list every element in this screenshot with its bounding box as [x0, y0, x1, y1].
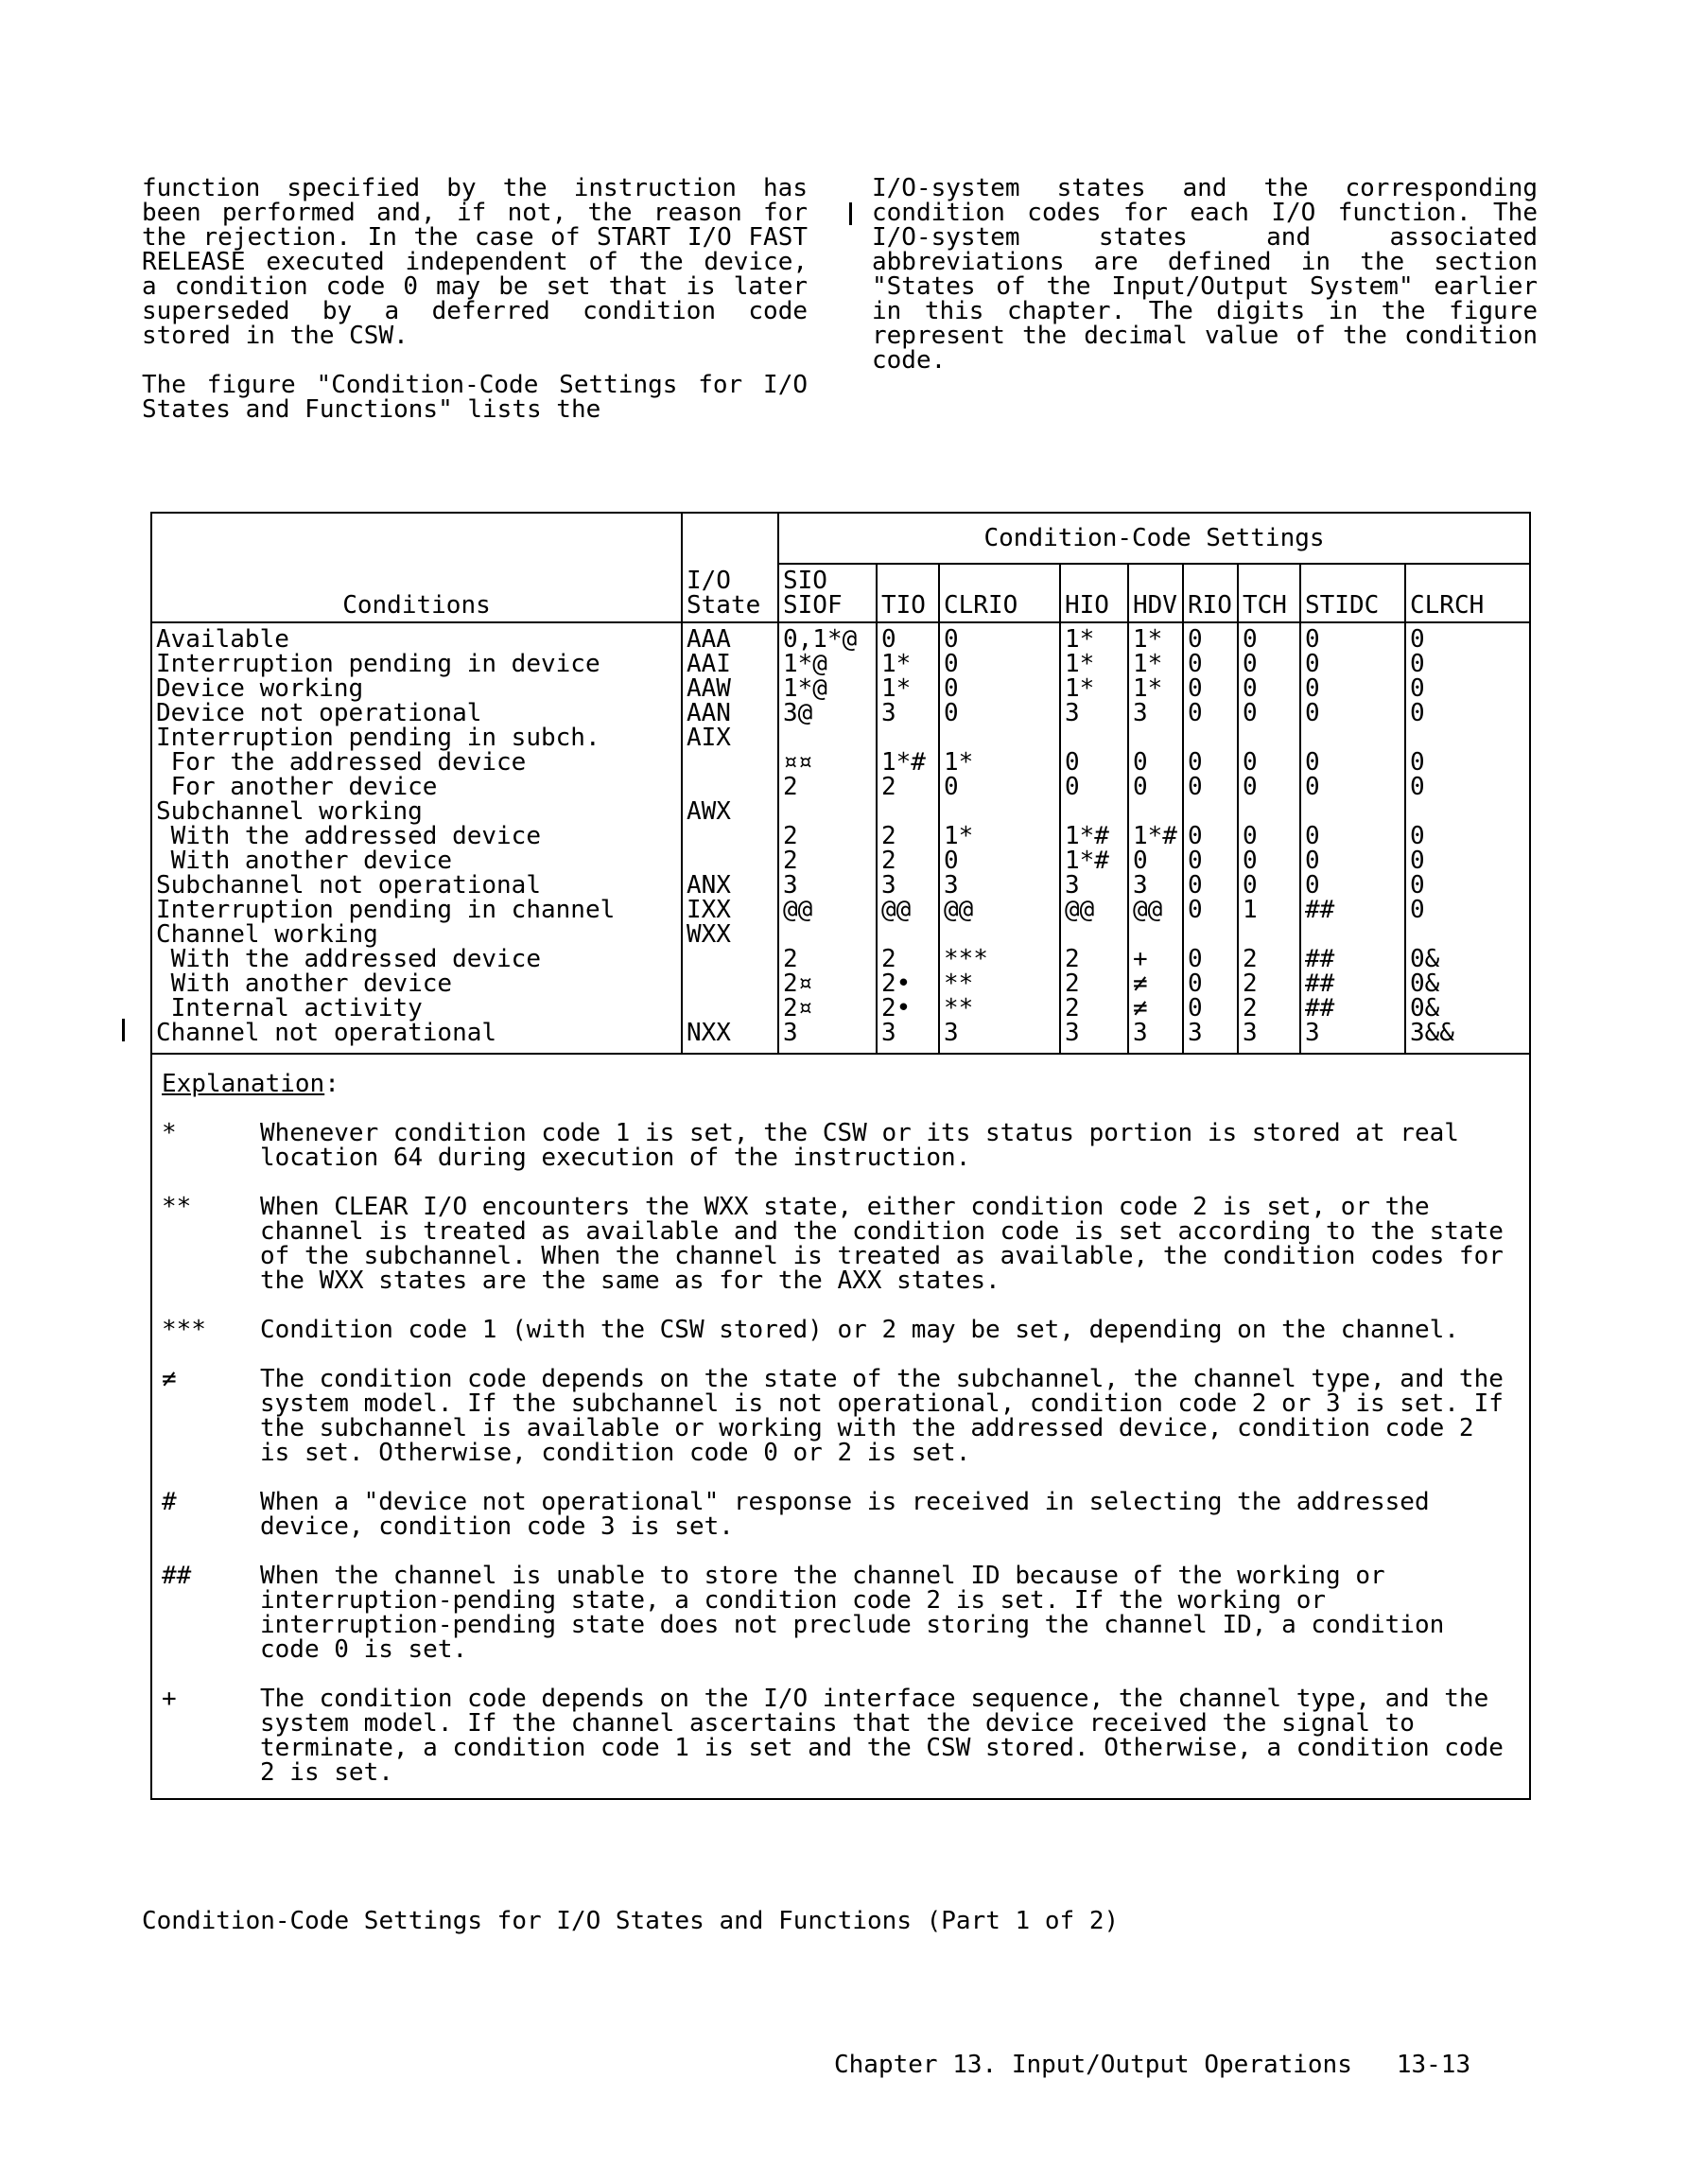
state-code: AAN [687, 699, 731, 727]
state-code: IXX [687, 896, 731, 924]
function-header: CLRCH [1405, 564, 1530, 622]
state-code: NXX [687, 1019, 731, 1047]
state-code: AWX [687, 797, 731, 826]
condition-code-value: 0 [1133, 847, 1148, 875]
condition-code-value: 2 [783, 773, 798, 801]
note-text: When CLEAR I/O encounters the WXX state, either condition code 2 is set, or the channel is treated as available and the condition code is set according to the state of the subchannel. When the channel is treated as available, the condition codes for the WXX states are the same as for the AXX states. [260, 1193, 1504, 1295]
condition-code-value [881, 922, 934, 947]
condition-code-value [1133, 799, 1178, 824]
condition-code-value: 0 [1305, 847, 1320, 875]
revision-bar [122, 1019, 125, 1041]
condition-code-value: 3@ [783, 699, 813, 727]
condition-code-value: 2 [783, 847, 798, 875]
condition-code-value: 3&& [1410, 1019, 1454, 1047]
condition-code-value: 0 [1243, 748, 1258, 777]
condition-code-value: 3 [1305, 1019, 1320, 1047]
condition-code-value: 0 [944, 650, 959, 678]
figure-caption: Condition-Code Settings for I/O States and Functions (Part 1 of 2) [142, 1907, 1120, 1935]
condition-code-value: 1* [1065, 625, 1095, 654]
state-code [687, 775, 774, 799]
condition-code-value: 0 [1133, 748, 1148, 777]
condition-code-value: 1*@ [783, 650, 827, 678]
explanation-note [162, 1195, 1518, 1293]
note-symbol: ** [162, 1193, 192, 1221]
condition-code-value: 0 [1243, 699, 1258, 727]
condition-code-value: 0 [1410, 896, 1425, 924]
function-header: TIO [877, 564, 939, 622]
condition-code-value: 2 [1243, 994, 1258, 1022]
condition-label: Available [156, 625, 289, 654]
condition-code-value: 1*# [881, 748, 926, 777]
condition-code-value: 0& [1410, 970, 1440, 998]
condition-code-value: 0 [1410, 748, 1425, 777]
condition-code-value: 0 [881, 625, 896, 654]
condition-code-value: ** [944, 970, 974, 998]
condition-code-value: 0 [1065, 773, 1080, 801]
condition-label: With the addressed device [156, 945, 541, 973]
condition-code-value: 1* [1133, 674, 1163, 703]
page-footer [834, 2053, 1470, 2077]
condition-code-value: ¤¤ [783, 748, 813, 777]
function-values-column [939, 622, 1060, 1054]
condition-code-value: ## [1305, 896, 1335, 924]
condition-label: Device working [156, 674, 364, 703]
condition-code-value: 0 [1133, 773, 1148, 801]
condition-code-value: 0 [1188, 970, 1203, 998]
condition-code-value [1188, 922, 1233, 947]
condition-code-value [1133, 725, 1178, 750]
condition-code-value: 0 [944, 699, 959, 727]
condition-code-value: 2 [1065, 945, 1080, 973]
condition-code-value: @@ [1133, 896, 1163, 924]
function-values-column [1300, 622, 1405, 1054]
condition-code-value: 3 [1133, 1019, 1148, 1047]
note-text: Condition code 1 (with the CSW stored) or 2 may be set, depending on the channel. [260, 1316, 1459, 1344]
state-code [687, 750, 774, 775]
condition-label: Device not operational [156, 699, 482, 727]
condition-code-value [944, 922, 1055, 947]
condition-code-value: 0 [1305, 871, 1320, 900]
condition-code-value: ## [1305, 970, 1335, 998]
state-header: I/O State [682, 513, 778, 622]
condition-label: With the addressed device [156, 822, 541, 850]
condition-code-value: 0 [944, 847, 959, 875]
condition-code-value [1065, 725, 1123, 750]
condition-code-value [1243, 799, 1296, 824]
condition-code-value: 0 [1188, 871, 1203, 900]
function-header: RIO [1183, 564, 1238, 622]
condition-code-value: @@ [783, 896, 813, 924]
explanation-colon: : [324, 1070, 339, 1098]
explanation-note [162, 1367, 1518, 1465]
explanation-section [151, 1054, 1530, 1799]
condition-code-value: 1* [1133, 625, 1163, 654]
condition-code-table [150, 512, 1531, 1800]
condition-code-value: 3 [783, 871, 798, 900]
state-code: WXX [687, 920, 731, 949]
paragraph: I/O-system states and the corresponding condition codes for each I/O function. The I/O-system states and associated abbreviations are defined in the section "States of the Input/Output System" earlier in this chapter. The digits in the figure represent the decimal value of the condition code. [872, 174, 1553, 375]
paragraph: function specified by the instruction has been performed and, if not, the reason for the rejection. In the case of START I/O FAST RELEASE executed independent of the device, a condition code 0 may be set that is later superseded by a deferred condition code stored in the CSW. [142, 174, 823, 350]
condition-code-value: 0 [1305, 773, 1320, 801]
condition-code-value: 0 [1188, 945, 1203, 973]
condition-code-value: 0 [1243, 822, 1258, 850]
state-code [687, 848, 774, 873]
function-values-column [1128, 622, 1183, 1054]
function-header: HDV [1128, 564, 1183, 622]
state-code [687, 947, 774, 971]
state-code: ANX [687, 871, 731, 900]
condition-code-value: 2• [881, 970, 912, 998]
function-values-column [1183, 622, 1238, 1054]
note-symbol: *** [162, 1316, 206, 1344]
condition-code-value: 3 [944, 1019, 959, 1047]
condition-label: With another device [156, 970, 453, 998]
condition-code-value: 0 [1410, 625, 1425, 654]
state-code [687, 996, 774, 1021]
condition-code-value: + [1133, 945, 1148, 973]
right-text-column [872, 174, 1553, 397]
condition-code-value [1065, 799, 1123, 824]
condition-code-value: 1* [1065, 650, 1095, 678]
condition-code-value: 2 [881, 847, 896, 875]
table-body-row [151, 622, 1530, 1054]
explanation-note [162, 1318, 1518, 1342]
condition-code-value [783, 725, 872, 750]
condition-code-value: 0 [1305, 822, 1320, 850]
explanation-note [162, 1686, 1518, 1785]
condition-code-value: 0& [1410, 994, 1440, 1022]
note-symbol: # [162, 1488, 177, 1516]
condition-code-value: 0 [1188, 994, 1203, 1022]
condition-label: Interruption pending in device [156, 650, 600, 678]
function-header: TCH [1238, 564, 1300, 622]
condition-code-value: ≠ [1133, 970, 1148, 998]
condition-code-value [1065, 922, 1123, 947]
condition-code-value: 2 [1243, 945, 1258, 973]
explanation-note [162, 1121, 1518, 1170]
condition-code-value: @@ [881, 896, 912, 924]
condition-label: Internal activity [156, 994, 423, 1022]
function-header: CLRIO [939, 564, 1060, 622]
condition-code-value [1188, 725, 1233, 750]
condition-code-value: @@ [944, 896, 974, 924]
condition-code-value: 0& [1410, 945, 1440, 973]
condition-code-value [1305, 725, 1400, 750]
condition-label: Subchannel working [156, 797, 423, 826]
condition-code-value: 3 [881, 699, 896, 727]
condition-code-value: 3 [1133, 699, 1148, 727]
condition-code-value [783, 799, 872, 824]
footer-spacer [1352, 2051, 1397, 2079]
condition-code-value [1305, 799, 1400, 824]
condition-code-value: 1*@ [783, 674, 827, 703]
condition-code-value: 2 [881, 945, 896, 973]
state-code: AAI [687, 650, 731, 678]
condition-code-value: 1*# [1133, 822, 1177, 850]
condition-code-value [1188, 799, 1233, 824]
condition-code-value: 0 [1305, 674, 1320, 703]
condition-code-value [944, 725, 1055, 750]
function-header: STIDC [1300, 564, 1405, 622]
condition-code-value: 0 [1188, 822, 1203, 850]
function-values-column [1060, 622, 1128, 1054]
condition-label: Interruption pending in subch. [156, 724, 600, 752]
condition-label: With another device [156, 847, 453, 875]
condition-code-value: 1*# [1065, 822, 1109, 850]
left-text-column [142, 174, 823, 446]
condition-code-value: 3 [1065, 1019, 1080, 1047]
condition-code-value: 2 [881, 773, 896, 801]
condition-code-value [1133, 922, 1178, 947]
explanation-note [162, 1564, 1518, 1662]
conditions-column [151, 622, 682, 1054]
condition-code-value: 0 [944, 674, 959, 703]
condition-label: Interruption pending in channel [156, 896, 616, 924]
condition-code-value: 0 [1305, 650, 1320, 678]
condition-code-value: 0 [1065, 748, 1080, 777]
condition-code-value: 0 [944, 625, 959, 654]
condition-code-value [1410, 725, 1525, 750]
function-values-column [1405, 622, 1530, 1054]
condition-code-value: 0 [1410, 871, 1425, 900]
explanation-title: Explanation [162, 1070, 325, 1098]
condition-code-value: 3 [881, 1019, 896, 1047]
condition-code-value: 2 [783, 945, 798, 973]
condition-code-value: 3 [1133, 871, 1148, 900]
condition-code-value: 0 [1410, 847, 1425, 875]
condition-code-value: 3 [944, 871, 959, 900]
condition-code-value [1410, 799, 1525, 824]
condition-code-value: 1* [944, 748, 974, 777]
condition-code-value: 0 [1410, 822, 1425, 850]
condition-code-value [783, 922, 872, 947]
condition-code-value: 2• [881, 994, 912, 1022]
note-text: When a "device not operational" response is received in selecting the addressed device, condition code 3 is set. [260, 1488, 1430, 1541]
function-header: SIO SIOF [778, 564, 877, 622]
condition-code-value [1243, 725, 1296, 750]
note-text: When the channel is unable to store the channel ID because of the working or interruption-pending state, a condition code 2 is set. If the working or interruption-pending state does not preclude storing the channel ID, a condition code 0 is set. [260, 1562, 1445, 1664]
condition-code-value: 2 [1065, 994, 1080, 1022]
function-header: HIO [1060, 564, 1128, 622]
note-text: The condition code depends on the I/O interface sequence, the channel type, and the system model. If the channel ascertains that the device received the signal to terminate, a condition code 1 is set and the CSW stored. Otherwise, a condition code 2 is set. [260, 1685, 1504, 1787]
condition-label: Subchannel not operational [156, 871, 541, 900]
explanation-heading [162, 1072, 1518, 1096]
paragraph: The figure "Condition-Code Settings for I/O States and Functions" lists the [142, 371, 823, 424]
state-code: AAW [687, 674, 731, 703]
condition-code-value: 3 [881, 871, 896, 900]
condition-code-value: 0 [1410, 650, 1425, 678]
condition-code-value [1243, 922, 1296, 947]
condition-code-value [881, 725, 934, 750]
condition-code-settings-header: Condition-Code Settings [778, 513, 1530, 564]
condition-code-value: 0 [1305, 748, 1320, 777]
condition-label: Channel working [156, 920, 378, 949]
condition-code-value: 0 [1188, 699, 1203, 727]
condition-code-value: 2¤ [783, 994, 813, 1022]
function-values-column [778, 622, 877, 1054]
state-code: AAA [687, 625, 731, 654]
condition-code-value: 0 [1188, 896, 1203, 924]
condition-label: For the addressed device [156, 748, 527, 777]
condition-code-value: 2 [881, 822, 896, 850]
conditions-header: Conditions [151, 513, 682, 622]
note-symbol: + [162, 1685, 177, 1713]
condition-code-value: 0 [1243, 871, 1258, 900]
condition-code-value: 0 [1410, 674, 1425, 703]
condition-code-value: 0 [1188, 748, 1203, 777]
condition-code-value: 0 [1305, 625, 1320, 654]
note-symbol: ≠ [162, 1365, 177, 1393]
condition-code-value: 0 [1410, 773, 1425, 801]
condition-code-value: 0 [1243, 847, 1258, 875]
condition-code-value: @@ [1065, 896, 1095, 924]
condition-code-value: 0 [1243, 773, 1258, 801]
condition-code-value: 1 [1243, 896, 1258, 924]
condition-code-value: 1* [944, 822, 974, 850]
condition-code-value: 0 [1188, 674, 1203, 703]
condition-code-value: 3 [1243, 1019, 1258, 1047]
state-code [687, 971, 774, 996]
condition-code-value: 2 [1243, 970, 1258, 998]
condition-code-value: ** [944, 994, 974, 1022]
condition-code-value: 1* [1065, 674, 1095, 703]
explanation-note [162, 1490, 1518, 1539]
condition-code-value: 2 [1065, 970, 1080, 998]
condition-code-value [1410, 922, 1525, 947]
condition-code-value: 0 [1243, 674, 1258, 703]
condition-code-value: 3 [1065, 699, 1080, 727]
footer-chapter: Chapter 13. Input/Output Operations [834, 2051, 1352, 2079]
condition-code-value: 3 [783, 1019, 798, 1047]
condition-code-value [944, 799, 1055, 824]
condition-code-value: 0 [1188, 847, 1203, 875]
condition-label: For another device [156, 773, 438, 801]
condition-code-value: 0 [1188, 625, 1203, 654]
condition-code-value: *** [944, 945, 988, 973]
function-values-column [1238, 622, 1300, 1054]
condition-code-value: 0 [1410, 699, 1425, 727]
condition-code-value: 0 [1188, 773, 1203, 801]
states-column [682, 622, 778, 1054]
note-symbol: ## [162, 1562, 192, 1590]
footer-page-number: 13-13 [1396, 2051, 1471, 2079]
note-text: The condition code depends on the state of the subchannel, the channel type, and the system model. If the subchannel is not operational, condition code 2 or 3 is set. If the subchannel is available or working with the addressed device, condition code 2 is set. Otherwise, condition code 0 or 2 is set. [260, 1365, 1504, 1467]
condition-code-value: 0,1*@ [783, 625, 858, 654]
condition-code-value: 0 [1243, 625, 1258, 654]
condition-code-value: ≠ [1133, 994, 1148, 1022]
condition-code-value: 1* [881, 650, 912, 678]
note-text: Whenever condition code 1 is set, the CSW or its status portion is stored at real location 64 during execution of the instruction. [260, 1119, 1459, 1172]
condition-code-value: 3 [1065, 871, 1080, 900]
condition-code-value: 3 [1188, 1019, 1203, 1047]
condition-code-value: ## [1305, 994, 1335, 1022]
condition-code-value: 0 [1243, 650, 1258, 678]
condition-code-value [881, 799, 934, 824]
condition-code-value: 0 [1188, 650, 1203, 678]
condition-code-value: 0 [944, 773, 959, 801]
condition-code-value: 1* [1133, 650, 1163, 678]
condition-code-value: 1* [881, 674, 912, 703]
condition-code-value: ## [1305, 945, 1335, 973]
condition-code-value: 1*# [1065, 847, 1109, 875]
notes-list [162, 1121, 1518, 1785]
state-code: AIX [687, 724, 731, 752]
revision-bar [849, 202, 852, 225]
function-values-column [877, 622, 939, 1054]
condition-code-value: 2 [783, 822, 798, 850]
state-code [687, 824, 774, 848]
condition-label: Channel not operational [156, 1019, 497, 1047]
condition-code-value: 0 [1305, 699, 1320, 727]
condition-code-value: 2¤ [783, 970, 813, 998]
note-symbol: * [162, 1119, 177, 1147]
condition-code-value [1305, 922, 1400, 947]
